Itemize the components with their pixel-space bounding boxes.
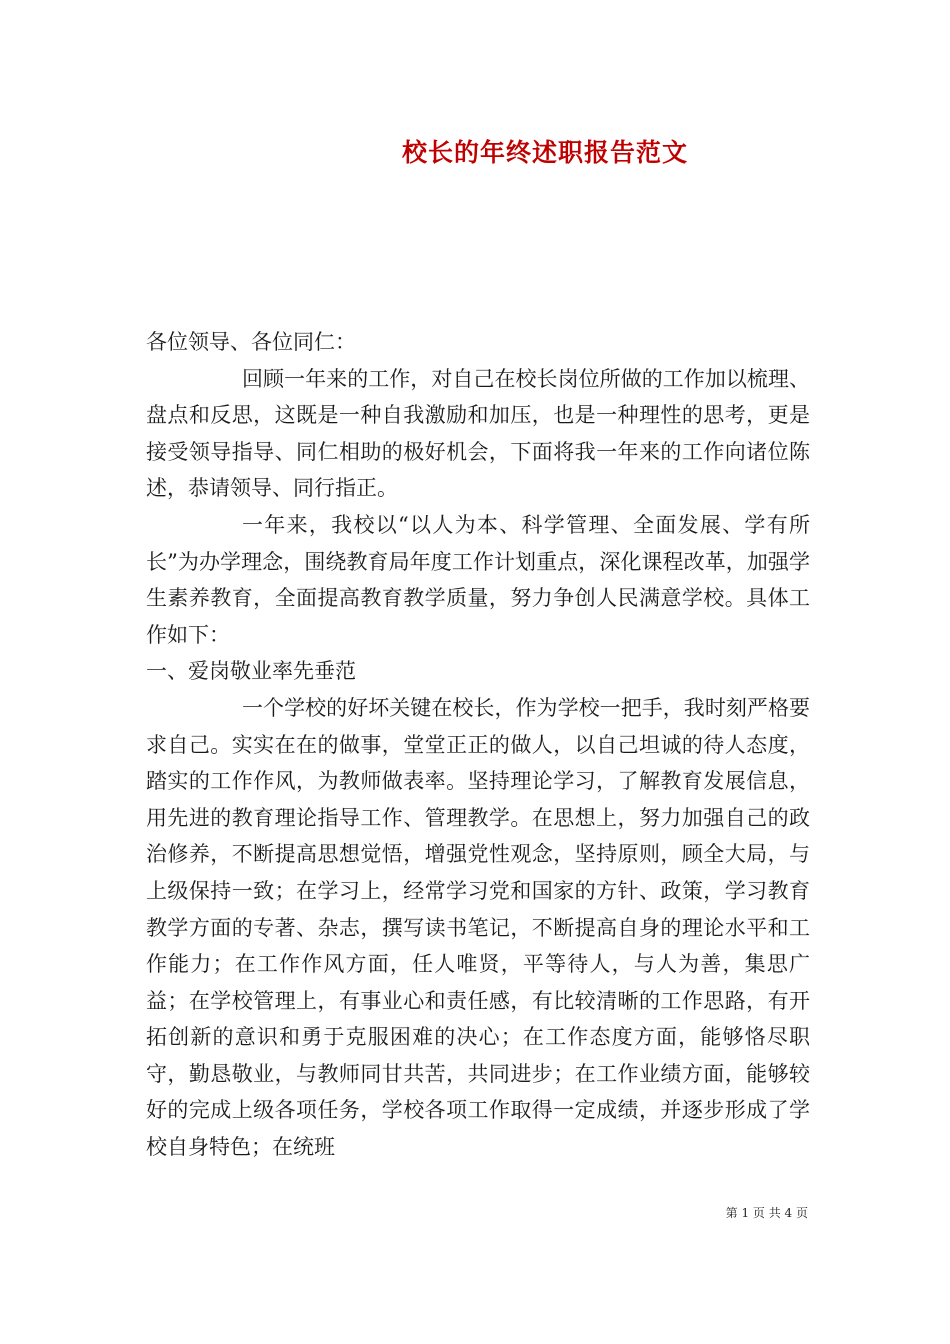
document-title: 校长的年终述职报告范文 bbox=[401, 138, 688, 167]
section-heading: 一、爱岗敬业率先垂范 bbox=[146, 659, 356, 684]
paragraph-section-one: 一个学校的好坏关键在校长，作为学校一把手，我时刻严格要求自己。实实在在的做事，堂堂正正的做人，以自己坦诚的待人态度，踏实的工作作风，为教师做表率。坚持理论学习，了解教育发展信息，用先进的教育理论指导工作、管理教学。在思想上，努力加强自己的政治修养，不断提高思想觉悟，增强党性观念，坚持原则，顾全大局，与上级保持一致；在学习上，经常学习党和国家的方针、政策，学习教育教学方面的专著、杂志，撰写读书笔记，不断提高自身的理论水平和工作能力；在工作作风方面，任人唯贤，平等待人，与人为善，集思广益；在学校管理上，有事业心和责任感，有比较清晰的工作思路，有开拓创新的意识和勇于克服困难的决心；在工作态度方面，能够恪尽职守，勤恳敬业，与教师同甘共苦，共同进步；在工作业绩方面，能够较好的完成上级各项任务，学校各项工作取得一定成绩，并逐步形成了学校自身特色；在统班 bbox=[146, 695, 810, 1160]
page-number: 第 1 页 共 4 页 bbox=[725, 1206, 808, 1220]
greeting-line: 各位领导、各位同仁： bbox=[146, 330, 356, 354]
paragraph-overview: 一年来，我校以“以人为本、科学管理、全面发展、学有所长”为办学理念，围绕教育局年度工作计划重点，深化课程改革，加强学生素养教育，全面提高教育教学质量，努力争创人民满意学校。具体工作如下： bbox=[146, 512, 810, 647]
paragraph-review: 回顾一年来的工作，对自己在校长岗位所做的工作加以梳理、盘点和反思，这既是一种自我激励和加压，也是一种理性的思考，更是接受领导指导、同仁相助的极好机会，下面将我一年来的工作向诸位陈述，恭请领导、同行指正。 bbox=[146, 366, 810, 501]
document-body bbox=[146, 324, 810, 1166]
